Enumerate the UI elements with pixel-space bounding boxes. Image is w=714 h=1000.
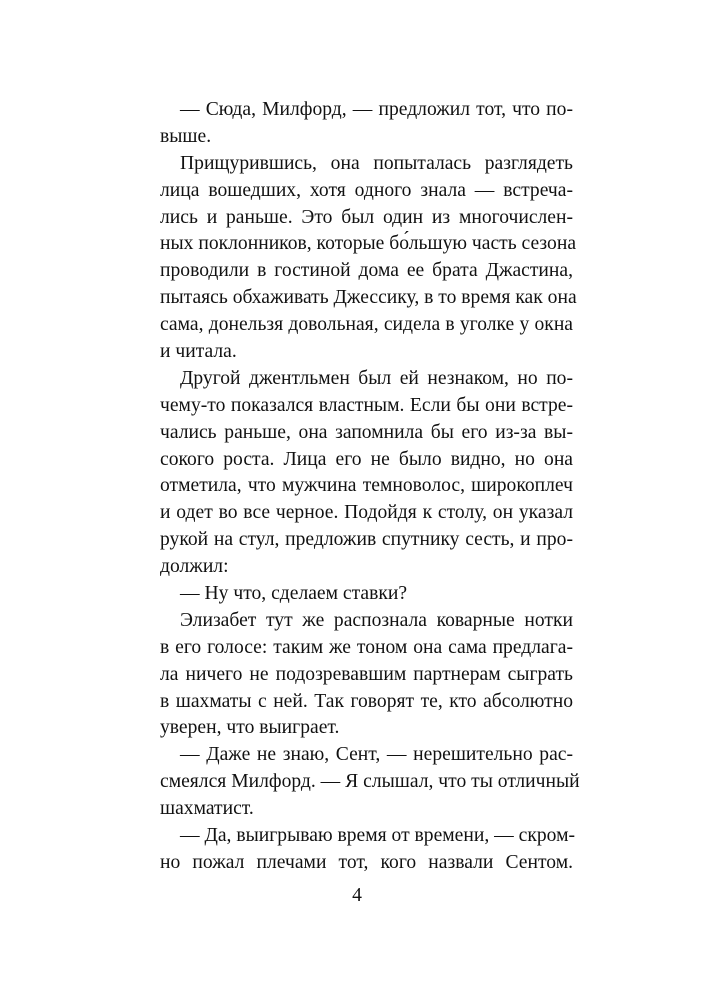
text-line: — Сюда, Милфорд, — предложил тот, что по- — [180, 99, 573, 120]
text-line: шахматист. — [160, 798, 254, 820]
text-line: и читала. — [160, 341, 237, 363]
text-line: пытаясь обхаживать Джессику, в то время как она — [160, 287, 577, 309]
text-line: должил: — [160, 556, 229, 578]
text-line: чему-то показался властным. Если бы они встре- — [160, 394, 573, 416]
text-line: уверен, что выиграет. — [160, 717, 340, 739]
body-text — [160, 97, 580, 877]
text-line: отметила, что мужчина темноволос, широкоплеч — [160, 475, 573, 497]
text-line: чались раньше, она запомнила бы его из-за вы- — [160, 421, 573, 443]
text-line: сокого роста. Лица его не было видно, но она — [160, 448, 573, 470]
page-number: 4 — [352, 885, 362, 906]
text-line: рукой на стул, предложив спутнику сесть, и про- — [160, 529, 573, 551]
text-line: проводили в гостиной дома ее брата Джастина, — [160, 260, 573, 282]
text-line: Прищурившись, она попыталась разглядеть — [180, 152, 573, 174]
text-line: выше. — [160, 125, 212, 147]
text-line: — Ну что, сделаем ставки? — [180, 583, 408, 605]
text-line: Элизабет тут же распознала коварные нотки — [180, 609, 573, 631]
text-line: — Даже не знаю, Сент, — нерешительно рас- — [180, 744, 573, 766]
text-line: смеялся Милфорд. — Я слышал, что ты отличный — [160, 771, 580, 793]
text-line: в шахматы с ней. Так говорят те, кто абсолютно — [160, 690, 573, 712]
text-line: Другой джентльмен был ей незнаком, но по- — [180, 367, 573, 389]
text-line: но пожал плечами тот, кого назвали Сентом. — [160, 851, 573, 873]
text-line: лись и раньше. Это был один из многочислен- — [160, 206, 573, 228]
text-line: ных поклонников, которые бо́льшую часть сезона — [160, 233, 577, 255]
text-line: в его голосе: таким же тоном она сама предлага- — [160, 636, 573, 658]
text-line: ла ничего не подозревавшим партнерам сыграть — [160, 663, 573, 685]
text-line: — Да, выигрываю время от времени, — скром- — [180, 825, 575, 847]
text-line: лица вошедших, хотя одного знала — встреча- — [160, 179, 573, 201]
text-line: и одет во все черное. Подойдя к столу, он указал — [160, 502, 573, 524]
text-line: сама, донельзя довольная, сидела в уголке у окна — [160, 314, 573, 336]
